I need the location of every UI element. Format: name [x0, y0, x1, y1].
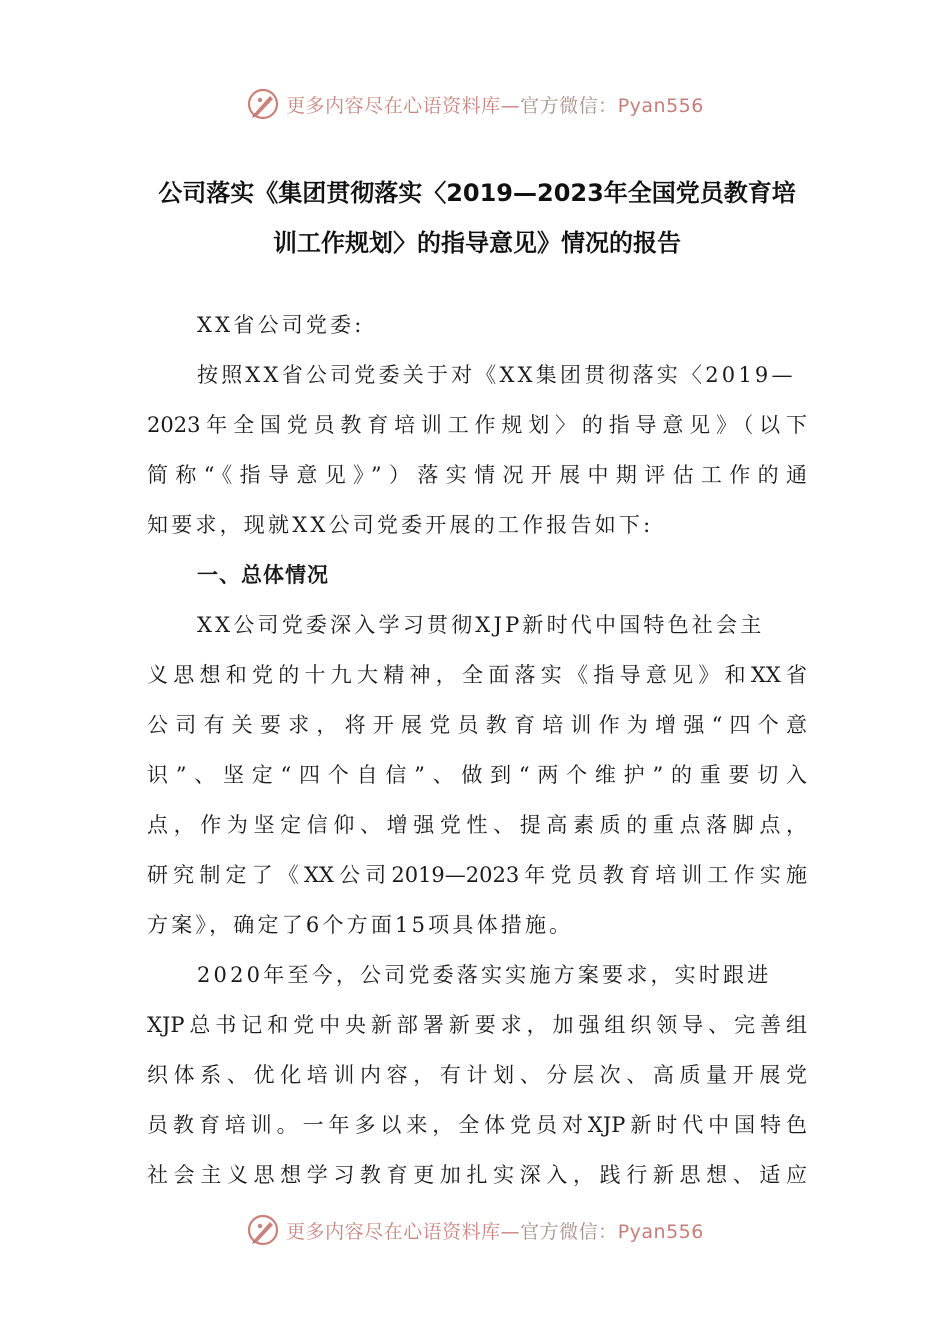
paragraph-3-line: XJP总书记和党中央新部署新要求，加强组织领导、完善组: [147, 1013, 807, 1037]
paragraph-2-line: 方案》，确定了6个方面15项具体措施。: [147, 913, 574, 937]
paragraph-2-line: 识”、坚定“四个自信”、做到“两个维护”的重要切入: [147, 763, 807, 787]
paragraph-3-line: 2020年至今，公司党委落实实施方案要求，实时跟进: [197, 963, 772, 987]
watermark-wechat-label: 官方微信：: [520, 1220, 618, 1243]
paragraph-1-line: 2023年全国党员教育培训工作规划〉的指导意见》（以下: [147, 413, 807, 437]
paragraph-3-line: 社会主义思想学习教育更加扎实深入，践行新思想、适应: [147, 1163, 807, 1187]
paragraph-1-line: 按照XX省公司党委关于对《XX集团贯彻落实〈2019—: [197, 363, 796, 387]
paragraph-2-line: 研究制定了《XX公司2019—2023年党员教育培训工作实施: [147, 863, 807, 887]
watermark-site: 更多内容尽在心语资料库—: [286, 94, 521, 117]
document-body: [147, 300, 807, 1200]
title-line-2: 训工作规划〉的指导意见》情况的报告: [273, 229, 681, 257]
salutation: XX省公司党委:: [197, 313, 365, 337]
watermark-wechat-id: Pyan556: [617, 1220, 704, 1243]
paragraph-1-line: 知要求，现就XX公司党委开展的工作报告如下:: [147, 513, 654, 537]
watermark-wechat-id: Pyan556: [617, 94, 704, 117]
watermark-footer: [0, 1210, 950, 1250]
watermark-header: [0, 84, 950, 124]
paragraph-3-line: 织体系、优化培训内容，有计划、分层次、高质量开展党: [147, 1063, 807, 1087]
watermark-site: 更多内容尽在心语资料库—: [286, 1220, 521, 1243]
pen-logo-icon: [246, 87, 280, 121]
paragraph-2-line: 点，作为坚定信仰、增强党性、提高素质的重点落脚点，: [147, 813, 807, 837]
paragraph-3-line: 员教育培训。一年多以来，全体党员对XJP新时代中国特色: [147, 1113, 807, 1137]
paragraph-2-line: 义思想和党的十九大精神，全面落实《指导意见》和XX省: [147, 663, 807, 687]
title-line-1: 公司落实《集团贯彻落实〈2019—2023年全国党员教育培: [158, 179, 796, 207]
paragraph-1-line: 简称“《指导意见》”）落实情况开展中期评估工作的通: [147, 463, 807, 487]
watermark-text: [286, 91, 704, 118]
section-heading: 一、总体情况: [197, 563, 329, 587]
document-title: [147, 168, 807, 268]
watermark-wechat-label: 官方微信：: [520, 94, 618, 117]
paragraph-2-line: XX公司党委深入学习贯彻XJP新时代中国特色社会主: [197, 613, 765, 637]
pen-logo-icon: [246, 1213, 280, 1247]
watermark-text: [286, 1217, 704, 1244]
paragraph-2-line: 公司有关要求，将开展党员教育培训作为增强“四个意: [147, 713, 807, 737]
